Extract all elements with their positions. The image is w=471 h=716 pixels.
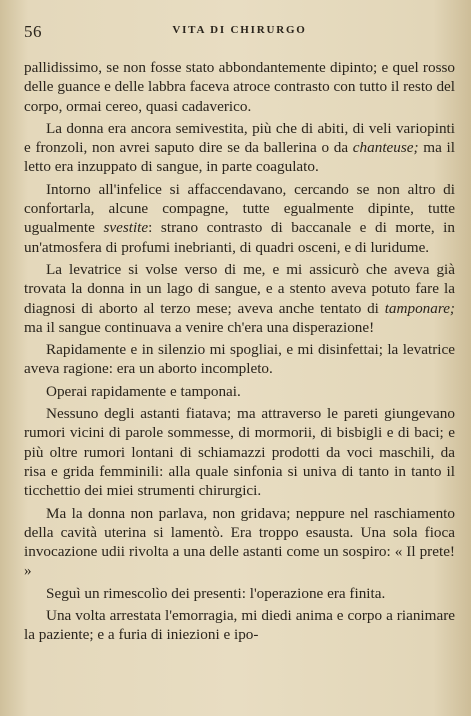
paragraph — [24, 340, 455, 379]
page-number: 56 — [24, 22, 42, 41]
paragraph — [24, 119, 455, 177]
paragraph — [24, 58, 455, 116]
running-header — [24, 22, 455, 48]
text-run: pallidissimo, se non fosse stato abbondantemente dipinto; e quel rosso delle guance e delle labbra faceva atroce contrasto con tutto il resto del corpo, ormai cereo, quasi cadaverico. — [24, 59, 455, 115]
text-run: : strano contrasto di baccanale e di morte, in un'atmosfera di profumi inebrianti, di quadri osceni, e di luridume. — [24, 219, 455, 256]
paragraph — [24, 180, 455, 257]
text-run: Operai rapidamente e tamponai. — [46, 382, 241, 400]
text-run: ma il sangue continuava a venire ch'era una disperazione! — [24, 318, 375, 336]
text-run: Intorno all'infelice si affaccendavano, cercando se non altro di confortarla, alcune compagne, tutte egualmente dipinte, tutte ugualmente — [24, 180, 455, 237]
paragraph — [24, 260, 455, 337]
text-run: Nessuno degli astanti fiatava; ma attraverso le pareti giungevano rumori vicini di parole sommesse, di mormorii, di bisbigli e di baci; e più oltre rumori lontani di schiamazzi prodotti da voci maschili, da risa e grida femminili: alla quale sinfonia si univa di tanto in tanto il ticchettio dei miei strumenti chirurgici. — [24, 405, 455, 500]
paragraph — [24, 584, 455, 603]
paragraph — [24, 404, 455, 500]
italic-text: chanteuse; — [352, 139, 419, 157]
paragraph — [24, 504, 455, 581]
paragraph — [24, 606, 455, 645]
text-run: La donna era ancora semivestita, più che di abiti, di veli variopinti e fronzoli, non avrei saputo dire se da ballerina o da — [24, 119, 455, 157]
text-run: La levatrice si volse verso di me, e mi assicurò che aveva già trovata la donna in un lago di sangue, e a stento aveva potuto fare la diagnosi di aborto al terzo mese; aveva anche tentato di — [24, 260, 455, 317]
text-run: Rapidamente e in silenzio mi spogliai, e mi disinfettai; la levatrice aveva ragione: era un aborto incompleto. — [24, 341, 455, 378]
text-run: Ma la donna non parlava, non gridava; neppure nel raschiamento della cavità uterina si lamentò. Era troppo esausta. Una sola fioca invocazione udii rivolta a una delle astanti come un sospiro: « Il prete! » — [24, 504, 455, 580]
text-run: Seguì un rimescolìo dei presenti: l'operazione era finita. — [46, 584, 386, 602]
paragraph — [24, 382, 455, 401]
italic-text: tamponare; — [384, 299, 455, 317]
running-title: VITA DI CHIRURGO — [172, 24, 307, 36]
body-text — [24, 58, 455, 645]
italic-text: svestite — [103, 219, 149, 237]
text-run: ma il letto era inzuppato di sangue, in parte coagulato. — [24, 139, 455, 176]
text-run: Una volta arrestata l'emorragia, mi diedi anima e corpo a rianimare la paziente; e a furia di iniezioni e ipo- — [24, 607, 455, 644]
